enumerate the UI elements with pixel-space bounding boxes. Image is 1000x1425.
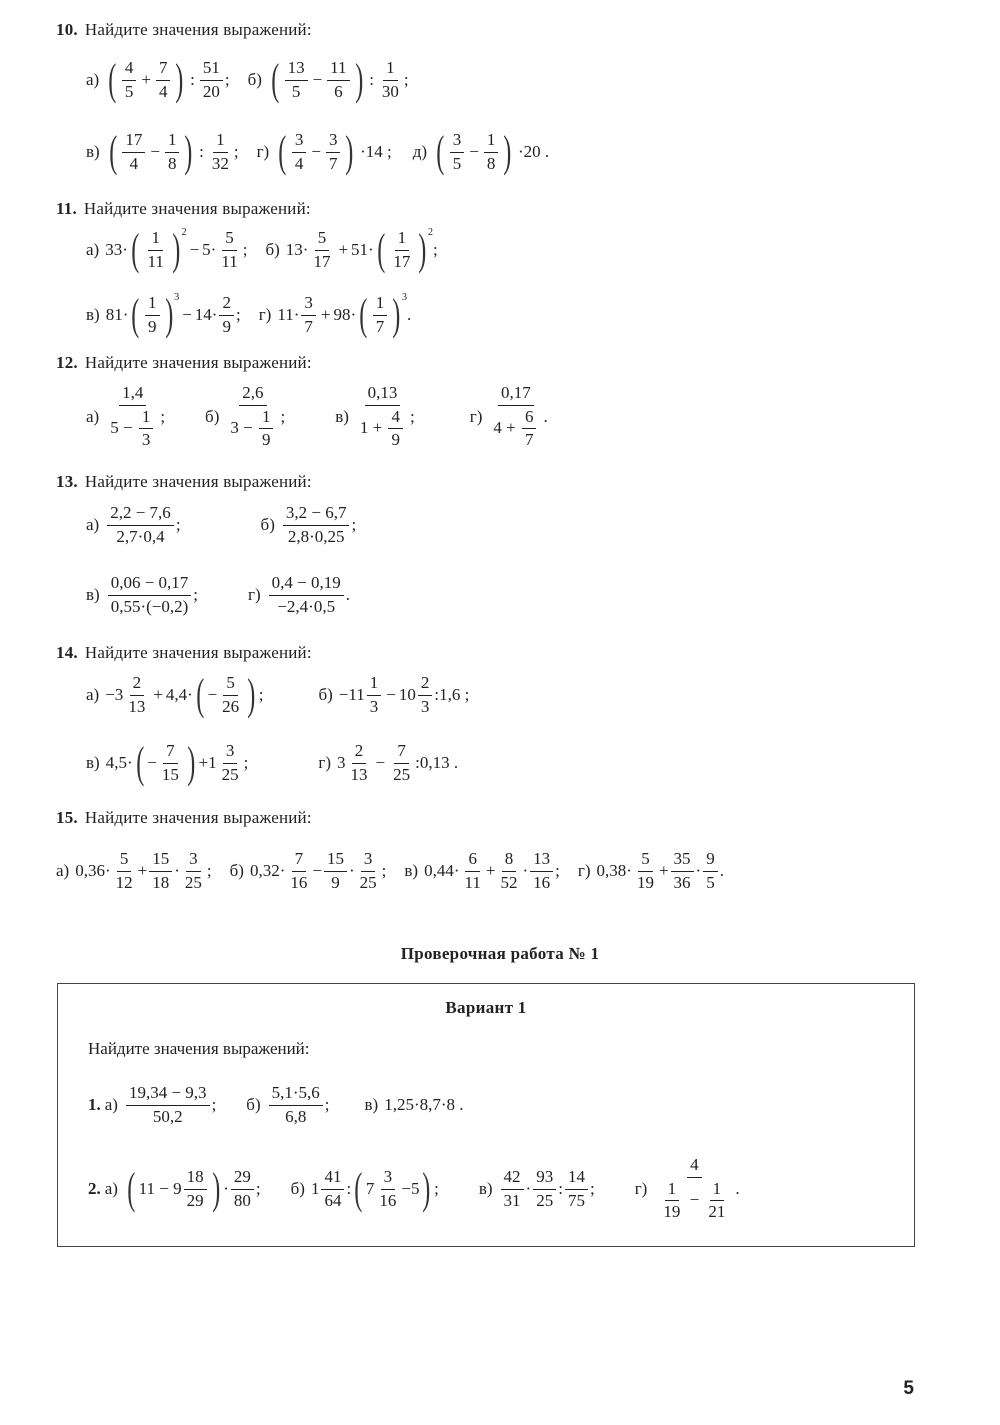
- task-10-row-1: [86, 55, 427, 104]
- task-text: Найдите значения выражений:: [84, 472, 312, 491]
- expr-11v: в) 81· ( $\frac{1}{9}$ ) 3 − 14· $\frac{2}{9}$ ;: [86, 290, 241, 339]
- task-number: 15.: [56, 808, 78, 827]
- task-12-row: [86, 384, 566, 450]
- expr-14b: б) −11 $\frac{1}{3}$ − 10 $\frac{2}{3}$ :1,6 ;: [318, 672, 470, 716]
- expr-q2a: а) ( 11 − 9 $\frac{18}{29}$ ) · $\frac{29}{80}$ ;: [104, 1164, 261, 1214]
- expr-15a: а) 0,36· $\frac{5}{12}$ + $\frac{15}{18}$ · $\frac{3}{25}$ ;: [56, 849, 212, 892]
- task-12-heading: [56, 353, 312, 373]
- task-text: Найдите значения выражений:: [84, 643, 312, 662]
- variant-box: [57, 983, 915, 1247]
- expr-14a: а) −3 $\frac{2}{13}$ + 4,4· ( − $\frac{5}{26}$ ) ;: [86, 670, 264, 719]
- expr-13v: в) $\frac{0,06 - 0,17}{0,55\cdot(-0,2)}$ ;: [86, 573, 199, 616]
- task-11-row-2: [86, 290, 429, 339]
- task-text: Найдите значения выражений:: [84, 353, 312, 372]
- task-number: 14.: [56, 643, 78, 662]
- task-number: 13.: [56, 472, 78, 491]
- expr-15v: в) 0,44· $\frac{6}{11}$ + $\frac{8}{52}$ · $\frac{13}{16}$ ;: [404, 849, 560, 892]
- variant-q1-row: [88, 1084, 482, 1126]
- task-14-row-1: [86, 670, 487, 719]
- expr-q2b: б) 1 $\frac{41}{64}$ : ( 7 $\frac{3}{16}$ −5 ) ;: [290, 1164, 439, 1214]
- task-15-heading: [56, 808, 312, 828]
- task-11-row-1: [86, 225, 456, 274]
- expr-11g: г) 11· $\frac{3}{7}$ + 98· ( $\frac{1}{7}$ ) 3 .: [258, 290, 412, 339]
- task-13-heading: [56, 472, 312, 492]
- expr-12g: г) 0,17 4 + $\frac{6}{7}$ .: [469, 383, 548, 450]
- variant-q2-row: [88, 1156, 758, 1222]
- task-text: Найдите значения выражений:: [84, 20, 312, 39]
- expr-10d: д) ( $\frac{3}{5}$ − $\frac{1}{8}$ ) ·20 .: [412, 127, 550, 176]
- task-14-row-2: [86, 738, 476, 787]
- task-14-heading: [56, 643, 312, 663]
- task-text: Найдите значения выражений:: [83, 199, 311, 218]
- task-13-row-1: [86, 504, 374, 546]
- expr-q1b: б) $\frac{5,1\cdot 5,6}{6,8}$ ;: [246, 1083, 330, 1126]
- expr-q1a: а) $\frac{19,34 - 9,3}{50,2}$ ;: [104, 1083, 217, 1126]
- expr-10b: б) ( $\frac{13}{5}$ − $\frac{11}{6}$ ) : $\frac{1}{30}$ ;: [247, 55, 409, 104]
- expr-q1v: в) 1,25·8,7·8 .: [364, 1095, 464, 1115]
- page-number: 5: [903, 1378, 914, 1399]
- task-10-row-2: [86, 127, 570, 176]
- question-number: 2.: [88, 1179, 101, 1199]
- task-15-row: [56, 850, 742, 892]
- expr-15g: г) 0,38· $\frac{5}{19}$ + $\frac{35}{36}$ · $\frac{9}{5}$ .: [577, 849, 724, 892]
- task-number: 10.: [56, 20, 78, 39]
- task-10-heading: [56, 20, 312, 40]
- expr-10v: в) ( $\frac{17}{4}$ − $\frac{1}{8}$ ) : $\frac{1}{32}$ ;: [86, 127, 239, 176]
- task-text: Найдите значения выражений:: [84, 808, 312, 827]
- variant-instruction: Найдите значения выражений:: [88, 1039, 310, 1058]
- task-13-row-2: [86, 574, 368, 616]
- expr-14v: в) 4,5· ( − $\frac{7}{15}$ ) +1 $\frac{3}{25}$ ;: [86, 738, 249, 787]
- expr-q2g: г) 4 $\frac{1}{19}$ − $\frac{1}{21}$ .: [634, 1155, 740, 1222]
- expr-10a: а) ( $\frac{4}{5}$ + $\frac{7}{4}$ ) : $\frac{51}{20}$ ;: [86, 55, 230, 104]
- task-number: 12.: [56, 353, 78, 372]
- check-work-title: Проверочная работа № 1: [400, 944, 600, 963]
- expr-11b: б) 13· $\frac{5}{17}$ + 51· ( $\frac{1}{17}$ ) 2 ;: [265, 225, 438, 274]
- task-11-heading: [56, 199, 311, 219]
- expr-q2v: в) $\frac{42}{31}$ · $\frac{93}{25}$ : $\frac{14}{75}$ ;: [478, 1166, 595, 1210]
- expr-10g: г) ( $\frac{3}{4}$ − $\frac{3}{7}$ ) ·14 ;: [256, 127, 392, 176]
- expr-11a: а) 33· ( $\frac{1}{11}$ ) 2 − 5· $\frac{5}{11}$ ;: [86, 225, 248, 274]
- expr-13g: г) $\frac{0,4 - 0,19}{-2,4\cdot 0,5}$ .: [248, 573, 351, 616]
- expr-14g: г) 3 $\frac{2}{13}$ − $\frac{7}{25}$ :0,13 .: [318, 740, 459, 784]
- expr-15b: б) 0,32· $\frac{7}{16}$ − $\frac{15}{9}$ · $\frac{3}{25}$ ;: [229, 849, 387, 892]
- expr-12b: б) 2,6 3 − $\frac{1}{9}$ ;: [205, 383, 286, 450]
- task-number: 11.: [56, 199, 77, 218]
- variant-title: Вариант 1: [445, 998, 527, 1017]
- expr-13a: а) $\frac{2,2 - 7,6}{2,7\cdot 0,4}$ ;: [86, 503, 181, 546]
- expr-13b: б) $\frac{3,2 - 6,7}{2,8\cdot 0,25}$ ;: [260, 503, 357, 546]
- question-number: 1.: [88, 1095, 101, 1115]
- expr-12a: а) 1,4 5 − $\frac{1}{3}$ ;: [86, 383, 166, 450]
- expr-12v: в) 0,13 1 + $\frac{4}{9}$ ;: [335, 383, 415, 450]
